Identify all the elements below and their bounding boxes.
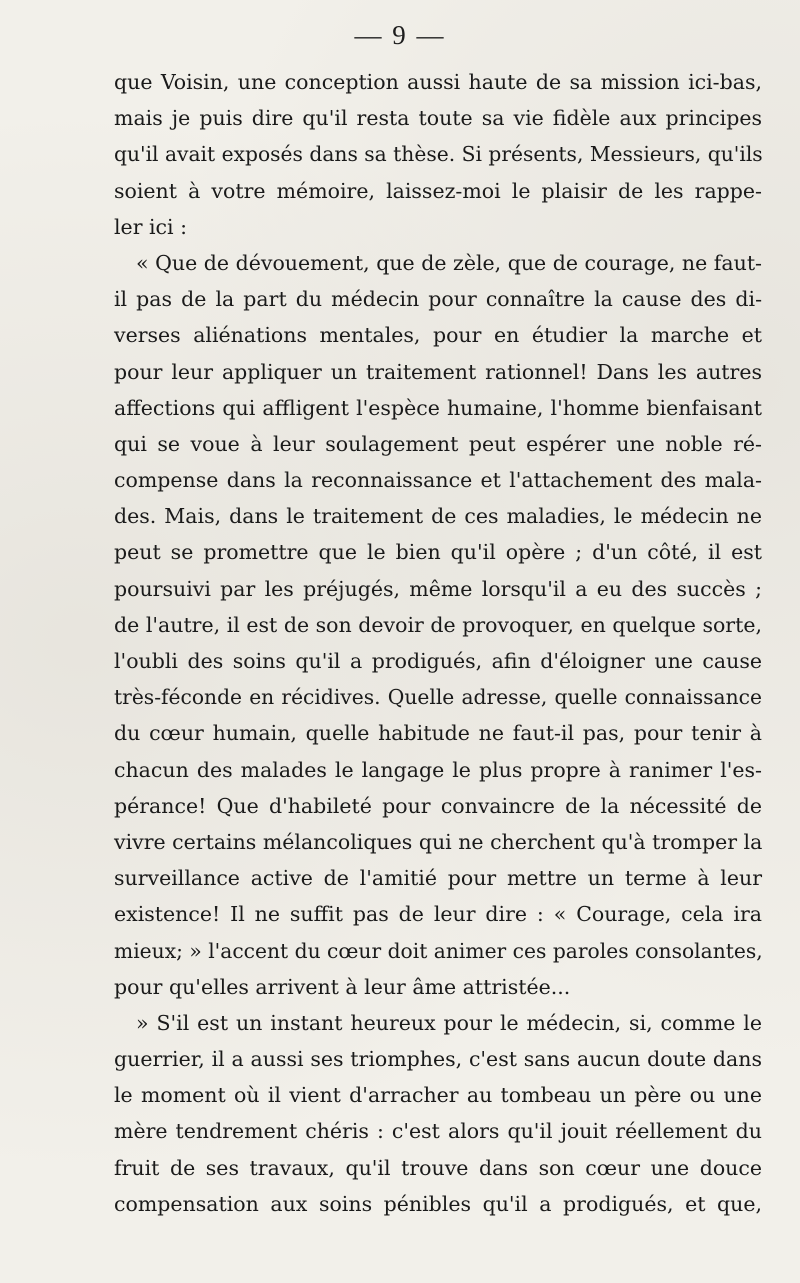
text-line: chacun des malades le langage le plus propre à ranimer l'es-	[114, 757, 762, 782]
text-line: qu'il avait exposés dans sa thèse. Si présents, Messieurs, qu'ils	[114, 142, 763, 167]
text-line: très-féconde en récidives. Quelle adresse, quelle connaissance	[114, 685, 762, 710]
text-line: il pas de la part du médecin pour connaître la cause des di-	[114, 287, 762, 312]
text-line: compensation aux soins pénibles qu'il a prodigués, et que,	[114, 1191, 762, 1216]
text-line: existence! Il ne suffit pas de leur dire : « Courage, cela ira	[114, 902, 762, 927]
text-line: de l'autre, il est de son devoir de provoquer, en quelque sorte,	[114, 612, 762, 637]
text-line: mère tendrement chéris : c'est alors qu'il jouit réellement du	[114, 1119, 762, 1144]
text-line: ler ici :	[114, 214, 188, 239]
text-line: mais je puis dire qu'il resta toute sa vie fidèle aux principes	[114, 106, 762, 131]
text-line: des. Mais, dans le traitement de ces maladies, le médecin ne	[114, 504, 762, 529]
text-line: surveillance active de l'amitié pour mettre un terme à leur	[114, 866, 762, 891]
text-line: guerrier, il a aussi ses triomphes, c'est sans aucun doute dans	[114, 1047, 762, 1072]
text-line: peut se promettre que le bien qu'il opère ; d'un côté, il est	[114, 540, 762, 565]
text-line: soient à votre mémoire, laissez-moi le plaisir de les rappe-	[114, 178, 762, 203]
text-line: » S'il est un instant heureux pour le médecin, si, comme le	[136, 1010, 762, 1035]
text-line: le moment où il vient d'arracher au tombeau un père ou une	[114, 1083, 762, 1108]
text-line: mieux; » l'accent du cœur doit animer ces paroles consolantes,	[114, 938, 763, 963]
text-line: pérance! Que d'habileté pour convaincre de la nécessité de	[114, 793, 762, 818]
text-line: fruit de ses travaux, qu'il trouve dans son cœur une douce	[114, 1155, 762, 1180]
text-line: affections qui affligent l'espèce humaine, l'homme bienfaisant	[114, 395, 762, 420]
text-line: l'oubli des soins qu'il a prodigués, afin d'éloigner une cause	[114, 649, 762, 673]
text-line: que Voisin, une conception aussi haute de sa mission ici-bas,	[114, 70, 762, 94]
text-line: compense dans la reconnaissance et l'attachement des mala-	[114, 468, 762, 493]
text-line: qui se voue à leur soulagement peut espérer une noble ré-	[114, 431, 762, 456]
text-line: « Que de dévouement, que de zèle, que de courage, ne faut-	[136, 250, 762, 275]
page-number: — 9 —	[354, 20, 446, 50]
text-line: pour qu'elles arrivent à leur âme attristée...	[114, 974, 571, 999]
text-line: du cœur humain, quelle habitude ne faut-il pas, pour tenir à	[114, 721, 762, 746]
text-line: poursuivi par les préjugés, même lorsqu'il a eu des succès ;	[114, 576, 762, 601]
body-text	[114, 64, 762, 1222]
text-line: verses aliénations mentales, pour en étudier la marche et	[114, 323, 762, 348]
text-line: pour leur appliquer un traitement rationnel! Dans les autres	[114, 359, 762, 384]
text-line: vivre certains mélancoliques qui ne cherchent qu'à tromper la	[114, 829, 763, 854]
